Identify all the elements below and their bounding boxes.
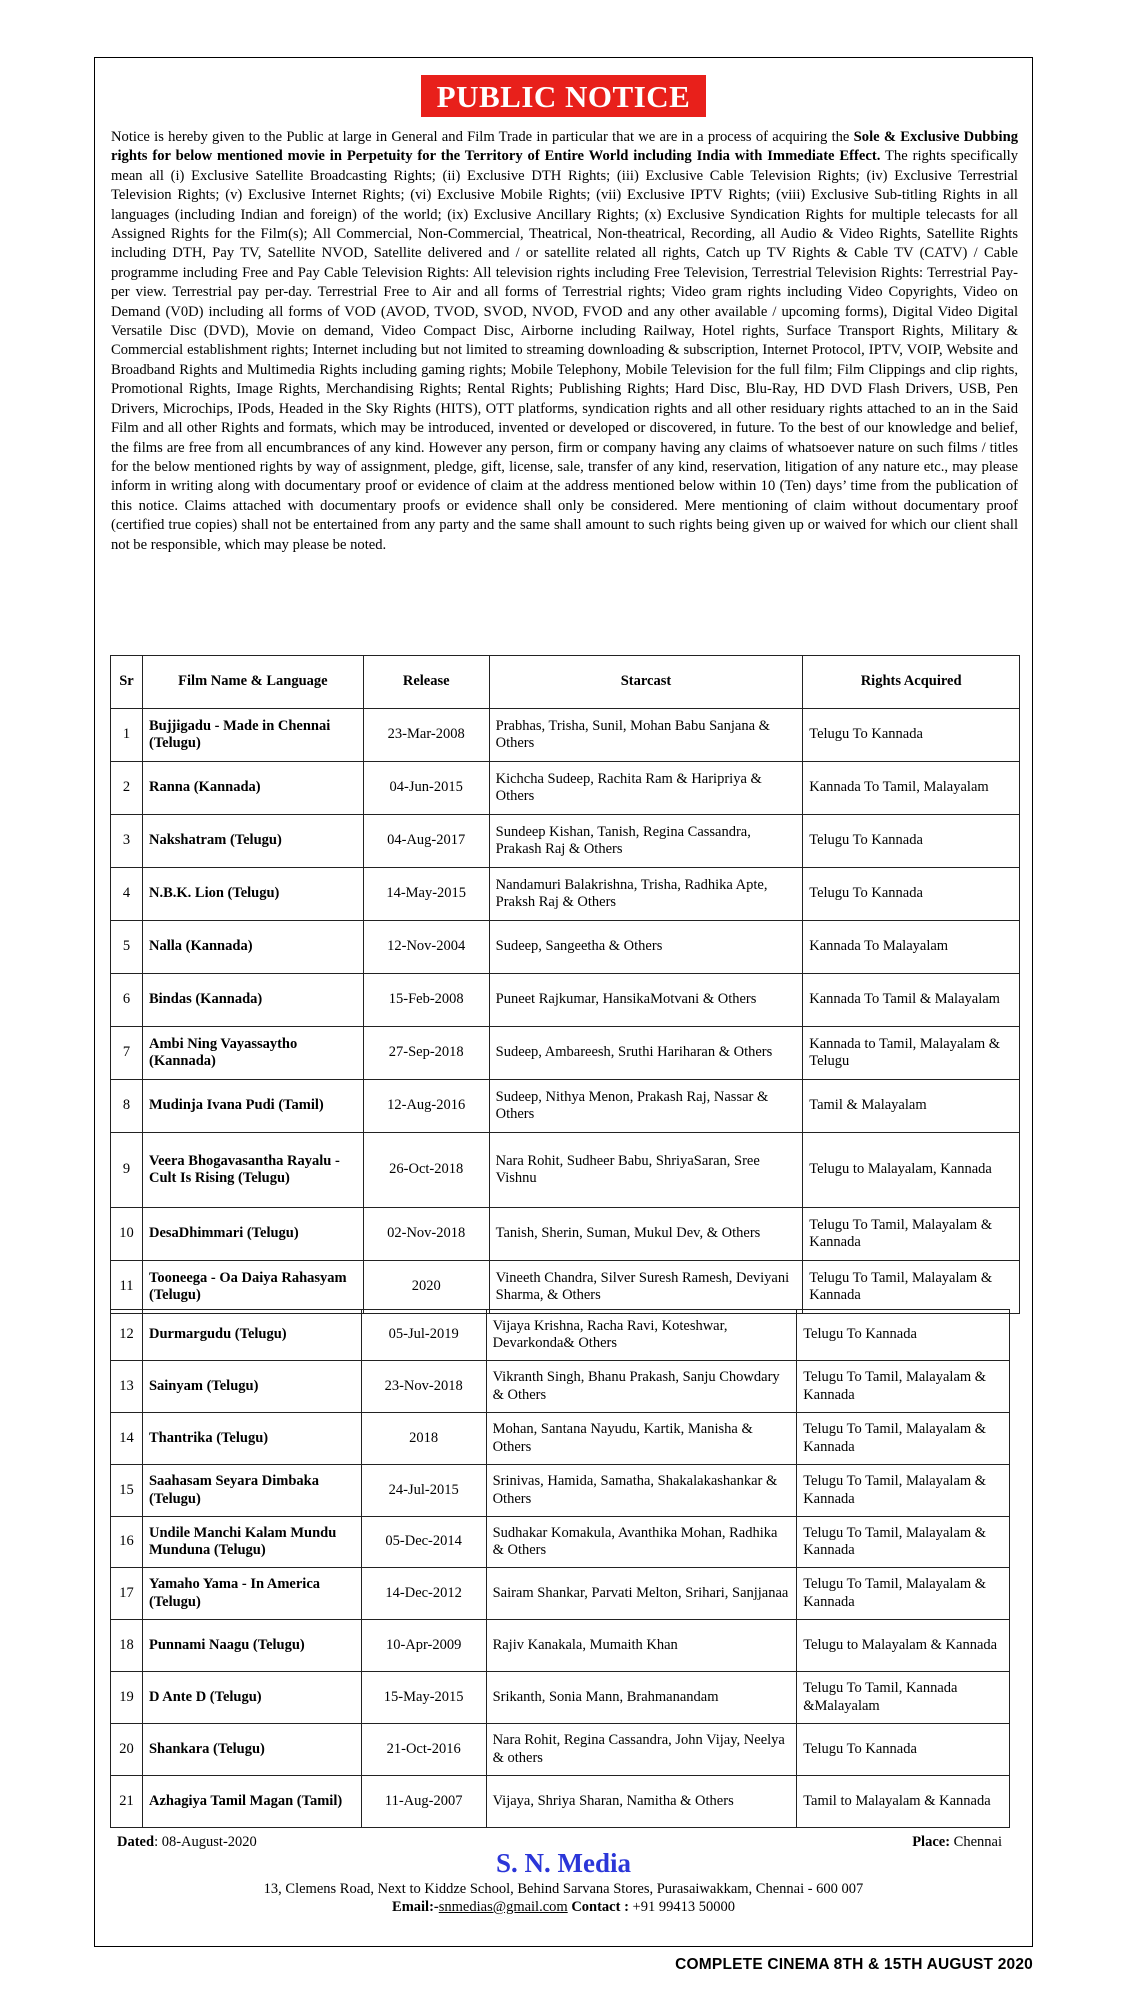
- film-cell: Thantrika (Telugu): [142, 1413, 361, 1465]
- rights-cell: Telugu To Tamil, Malayalam & Kannada: [797, 1361, 1010, 1413]
- release-cell: 27-Sep-2018: [363, 1027, 489, 1080]
- sr-cell: 8: [111, 1080, 143, 1133]
- film-cell: N.B.K. Lion (Telugu): [142, 868, 363, 921]
- rights-cell: Telugu To Kannada: [797, 1310, 1010, 1361]
- rights-cell: Telugu To Tamil, Kannada &Malayalam: [797, 1672, 1010, 1724]
- table-row: [111, 1361, 1010, 1413]
- table-row: [111, 1413, 1010, 1465]
- film-cell: Azhagiya Tamil Magan (Tamil): [142, 1776, 361, 1828]
- rights-cell: Telugu To Kannada: [797, 1724, 1010, 1776]
- release-cell: 15-May-2015: [361, 1672, 486, 1724]
- rights-cell: Telugu to Malayalam, Kannada: [803, 1133, 1020, 1208]
- film-cell: Punnami Naagu (Telugu): [142, 1620, 361, 1672]
- rights-cell: Telugu To Tamil, Malayalam & Kannada: [797, 1517, 1010, 1568]
- film-cell: Nalla (Kannada): [142, 921, 363, 974]
- release-cell: 05-Jul-2019: [361, 1310, 486, 1361]
- rights-cell: Telugu To Kannada: [803, 709, 1020, 762]
- sr-cell: 7: [111, 1027, 143, 1080]
- release-cell: 23-Mar-2008: [363, 709, 489, 762]
- starcast-cell: Nara Rohit, Regina Cassandra, John Vijay, Neelya & others: [486, 1724, 797, 1776]
- sr-cell: 11: [111, 1261, 143, 1314]
- sr-cell: 6: [111, 974, 143, 1027]
- table-row: [111, 1517, 1010, 1568]
- rights-cell: Telugu To Tamil, Malayalam & Kannada: [803, 1261, 1020, 1314]
- table-row: [111, 1724, 1010, 1776]
- table-row: [111, 1133, 1020, 1208]
- film-cell: Shankara (Telugu): [142, 1724, 361, 1776]
- table-row: [111, 1465, 1010, 1517]
- release-cell: 2018: [361, 1413, 486, 1465]
- table-row: [111, 815, 1020, 868]
- release-cell: 26-Oct-2018: [363, 1133, 489, 1208]
- sr-cell: 16: [111, 1517, 143, 1568]
- film-cell: Yamaho Yama - In America (Telugu): [142, 1568, 361, 1620]
- rights-cell: Telugu To Tamil, Malayalam & Kannada: [797, 1465, 1010, 1517]
- place-label: Place:: [912, 1834, 951, 1850]
- rights-cell: Kannada To Tamil & Malayalam: [803, 974, 1020, 1027]
- header-sr: Sr: [111, 656, 143, 709]
- table-header-row: [111, 656, 1020, 709]
- contact-phone: +91 99413 50000: [632, 1899, 735, 1915]
- starcast-cell: Tanish, Sherin, Suman, Mukul Dev, & Others: [489, 1208, 803, 1261]
- release-cell: 02-Nov-2018: [363, 1208, 489, 1261]
- release-cell: 04-Jun-2015: [363, 762, 489, 815]
- rights-cell: Kannada To Malayalam: [803, 921, 1020, 974]
- sr-cell: 17: [111, 1568, 143, 1620]
- starcast-cell: Nandamuri Balakrishna, Trisha, Radhika Apte, Praksh Raj & Others: [489, 868, 803, 921]
- table-row: [111, 868, 1020, 921]
- release-cell: 23-Nov-2018: [361, 1361, 486, 1413]
- film-cell: Ambi Ning Vayassaytho (Kannada): [142, 1027, 363, 1080]
- sr-cell: 2: [111, 762, 143, 815]
- starcast-cell: Rajiv Kanakala, Mumaith Khan: [486, 1620, 797, 1672]
- film-cell: DesaDhimmari (Telugu): [142, 1208, 363, 1261]
- film-cell: Ranna (Kannada): [142, 762, 363, 815]
- table-row: [111, 709, 1020, 762]
- film-cell: Saahasam Seyara Dimbaka (Telugu): [142, 1465, 361, 1517]
- notice-frame: [94, 57, 1033, 1947]
- sr-cell: 10: [111, 1208, 143, 1261]
- table-row: [111, 1261, 1020, 1314]
- sr-cell: 18: [111, 1620, 143, 1672]
- rights-cell: Telugu To Tamil, Malayalam & Kannada: [797, 1413, 1010, 1465]
- starcast-cell: Sudeep, Sangeetha & Others: [489, 921, 803, 974]
- starcast-cell: Prabhas, Trisha, Sunil, Mohan Babu Sanjana & Others: [489, 709, 803, 762]
- films-table-part2: [110, 1309, 1010, 1828]
- place-value: Chennai: [950, 1834, 1002, 1850]
- starcast-cell: Vineeth Chandra, Silver Suresh Ramesh, Deviyani Sharma, & Others: [489, 1261, 803, 1314]
- film-cell: D Ante D (Telugu): [142, 1672, 361, 1724]
- sr-cell: 15: [111, 1465, 143, 1517]
- sr-cell: 4: [111, 868, 143, 921]
- rights-cell: Tamil to Malayalam & Kannada: [797, 1776, 1010, 1828]
- starcast-cell: Vikranth Singh, Bhanu Prakash, Sanju Chowdary & Others: [486, 1361, 797, 1413]
- release-cell: 11-Aug-2007: [361, 1776, 486, 1828]
- rights-cell: Telugu To Kannada: [803, 868, 1020, 921]
- films-table-part1: [110, 655, 1020, 1314]
- starcast-cell: Vijaya Krishna, Racha Ravi, Koteshwar, Devarkonda& Others: [486, 1310, 797, 1361]
- film-cell: Veera Bhogavasantha Rayalu - Cult Is Rising (Telugu): [142, 1133, 363, 1208]
- film-cell: Bujjigadu - Made in Chennai (Telugu): [142, 709, 363, 762]
- release-cell: 04-Aug-2017: [363, 815, 489, 868]
- rights-cell: Telugu to Malayalam & Kannada: [797, 1620, 1010, 1672]
- film-cell: Nakshatram (Telugu): [142, 815, 363, 868]
- notice-rest: The rights specifically mean all (i) Exclusive Satellite Broadcasting Rights; (ii) Exclusive DTH Rights; (iii) Exclusive Cable Television Rights; (iv) Exclusive Terrestrial Television Rights; (v) Exclusive Internet Rights; (vi) Exclusive Mobile Rights; (vii) Exclusive IPTV Rights; (viii) Exclusive Sub-titling Rights in all languages (including Indian and foreign) of the world; (ix) Exclusive Ancillary Rights; (x) Exclusive Syndication Rights for multiple telecasts for all Assigned Rights for the Film(s); All Commercial, Non-Commercial, Theatrical, Non-theatrical, Recording, all Audio & Video Rights, Satellite Rights including DTH, Pay TV, Satellite NVOD, Satellite delivered and / or satellite related all rights, Catch up TV Rights & Cable TV (CATV) / Cable programme including Free and Pay Cable Television Rights: All television rights including Free Television, Terrestrial Television Rights: Terrestrial Pay-per view. Terrestrial pay per-day. Terrestrial Free to Air and all forms of Terrestrial rights; Video gram rights including Video Copyrights, Video on Demand (V0D) including all forms of VOD (AVOD, TVOD, SVOD, NVOD, FVOD and any other available / upcoming forms), Digital Video Digital Versatile Disc (DVD), Movie on demand, Video Compact Disc, Airborne including Railway, Hotel rights, Surface Transport Rights, Military & Commercial establishment rights; Internet including but not limited to streaming downloading & subscription, Internet Protocol, IPTV, VOIP, Website and Broadband Rights and Multimedia Rights including gaming rights; Mobile Telephony, Mobile Television for the full film; Film Clippings and clip rights, Promotional Rights, Image Rights, Merchandising Rights; Rental Rights; Publishing Rights; Hard Disc, Blu-Ray, HD DVD Flash Drivers, USB, Pen Drivers, Microchips, IPods, Headed in the Sky Rights (HITS), OTT platforms, syndication rights and all other residuary rights attached to an in the Said Film and all other Rights and formats, which may be introduced, invented or developed or discovered, in future. To the best of our knowledge and belief, the films are free from all encumbrances of any kind. However any person, firm or company having any claims of whatsoever nature on such films / titles for the below mentioned rights by way of assignment, pledge, gift, license, sale, transfer of any kind, reservation, litigation of any nature etc., may please inform in writing along with documentary proof or evidence of claim at the address mentioned below within 10 (Ten) days’ time from the publication of this notice. Claims attached with documentary proofs or evidence shall only be considered. Mere mentioning of claim without documentary proof (certified true copies) shall not be entertained from any party and the same shall amount to such rights being given up or waived for which our client shall not be responsible, which may please be noted.: [111, 148, 1018, 553]
- contact-line: [95, 1899, 1032, 1916]
- starcast-cell: Sundeep Kishan, Tanish, Regina Cassandra, Prakash Raj & Others: [489, 815, 803, 868]
- table-row: [111, 1027, 1020, 1080]
- starcast-cell: Srinivas, Hamida, Samatha, Shakalakashankar & Others: [486, 1465, 797, 1517]
- table-row: [111, 1568, 1010, 1620]
- film-cell: Sainyam (Telugu): [142, 1361, 361, 1413]
- sr-cell: 9: [111, 1133, 143, 1208]
- notice-intro: Notice is hereby given to the Public at large in General and Film Trade in particular that we are in a process of acquiring the: [111, 129, 854, 145]
- email-label: Email:-: [392, 1899, 439, 1915]
- release-cell: 14-May-2015: [363, 868, 489, 921]
- starcast-cell: Srikanth, Sonia Mann, Brahmanandam: [486, 1672, 797, 1724]
- table-row: [111, 1620, 1010, 1672]
- film-cell: Durmargudu (Telugu): [142, 1310, 361, 1361]
- starcast-cell: Mohan, Santana Nayudu, Kartik, Manisha & Others: [486, 1413, 797, 1465]
- rights-cell: Kannada to Tamil, Malayalam & Telugu: [803, 1027, 1020, 1080]
- rights-cell: Telugu To Kannada: [803, 815, 1020, 868]
- sr-cell: 19: [111, 1672, 143, 1724]
- company-name: S. N. Media: [496, 1848, 631, 1878]
- release-cell: 10-Apr-2009: [361, 1620, 486, 1672]
- release-cell: 14-Dec-2012: [361, 1568, 486, 1620]
- table-row: [111, 1310, 1010, 1361]
- starcast-cell: Nara Rohit, Sudheer Babu, ShriyaSaran, Sree Vishnu: [489, 1133, 803, 1208]
- sr-cell: 21: [111, 1776, 143, 1828]
- sr-cell: 3: [111, 815, 143, 868]
- sr-cell: 14: [111, 1413, 143, 1465]
- sr-cell: 13: [111, 1361, 143, 1413]
- header-rights: Rights Acquired: [803, 656, 1020, 709]
- film-cell: Mudinja Ivana Pudi (Tamil): [142, 1080, 363, 1133]
- table-row: [111, 762, 1020, 815]
- sr-cell: 20: [111, 1724, 143, 1776]
- table-row: [111, 1672, 1010, 1724]
- starcast-cell: Vijaya, Shriya Sharan, Namitha & Others: [486, 1776, 797, 1828]
- release-cell: 21-Oct-2016: [361, 1724, 486, 1776]
- rights-cell: Telugu To Tamil, Malayalam & Kannada: [803, 1208, 1020, 1261]
- release-cell: 12-Nov-2004: [363, 921, 489, 974]
- email-link[interactable]: snmedias@gmail.com: [438, 1899, 568, 1915]
- header-film: Film Name & Language: [142, 656, 363, 709]
- starcast-cell: Kichcha Sudeep, Rachita Ram & Haripriya & Others: [489, 762, 803, 815]
- starcast-cell: Sudhakar Komakula, Avanthika Mohan, Radhika & Others: [486, 1517, 797, 1568]
- rights-cell: Tamil & Malayalam: [803, 1080, 1020, 1133]
- sr-cell: 1: [111, 709, 143, 762]
- release-cell: 12-Aug-2016: [363, 1080, 489, 1133]
- starcast-cell: Sairam Shankar, Parvati Melton, Srihari, Sanjjanaa: [486, 1568, 797, 1620]
- table-row: [111, 921, 1020, 974]
- contact-label: Contact :: [567, 1899, 633, 1915]
- company-address: 13, Clemens Road, Next to Kiddze School, Behind Sarvana Stores, Purasaiwakkam, Chennai - 600 007: [263, 1881, 864, 1897]
- table-row: [111, 1776, 1010, 1828]
- dated-value: : 08-August-2020: [154, 1834, 257, 1850]
- sr-cell: 5: [111, 921, 143, 974]
- starcast-cell: Puneet Rajkumar, HansikaMotvani & Others: [489, 974, 803, 1027]
- header-release: Release: [363, 656, 489, 709]
- title-wrap: [95, 75, 1032, 117]
- film-cell: Undile Manchi Kalam Mundu Munduna (Telugu): [142, 1517, 361, 1568]
- film-cell: Bindas (Kannada): [142, 974, 363, 1027]
- release-cell: 15-Feb-2008: [363, 974, 489, 1027]
- rights-cell: Kannada To Tamil, Malayalam: [803, 762, 1020, 815]
- header-starcast: Starcast: [489, 656, 803, 709]
- film-cell: Tooneega - Oa Daiya Rahasyam (Telugu): [142, 1261, 363, 1314]
- dated-label: Dated: [117, 1834, 155, 1850]
- notice-body: [111, 128, 1018, 555]
- sr-cell: 12: [111, 1310, 143, 1361]
- release-cell: 2020: [363, 1261, 489, 1314]
- publication-footer: COMPLETE CINEMA 8TH & 15TH AUGUST 2020: [675, 1956, 1033, 1973]
- starcast-cell: Sudeep, Nithya Menon, Prakash Raj, Nassar & Others: [489, 1080, 803, 1133]
- release-cell: 05-Dec-2014: [361, 1517, 486, 1568]
- notice-bold: Sole & Exclusive Dubbing rights for below mentioned movie in Perpetuity for the Territory of Entire World including India with Immediate Effect.: [111, 129, 1019, 165]
- rights-cell: Telugu To Tamil, Malayalam & Kannada: [797, 1568, 1010, 1620]
- starcast-cell: Sudeep, Ambareesh, Sruthi Hariharan & Others: [489, 1027, 803, 1080]
- table-row: [111, 1080, 1020, 1133]
- release-cell: 24-Jul-2015: [361, 1465, 486, 1517]
- table-row: [111, 974, 1020, 1027]
- notice-title: PUBLIC NOTICE: [421, 75, 707, 117]
- table-row: [111, 1208, 1020, 1261]
